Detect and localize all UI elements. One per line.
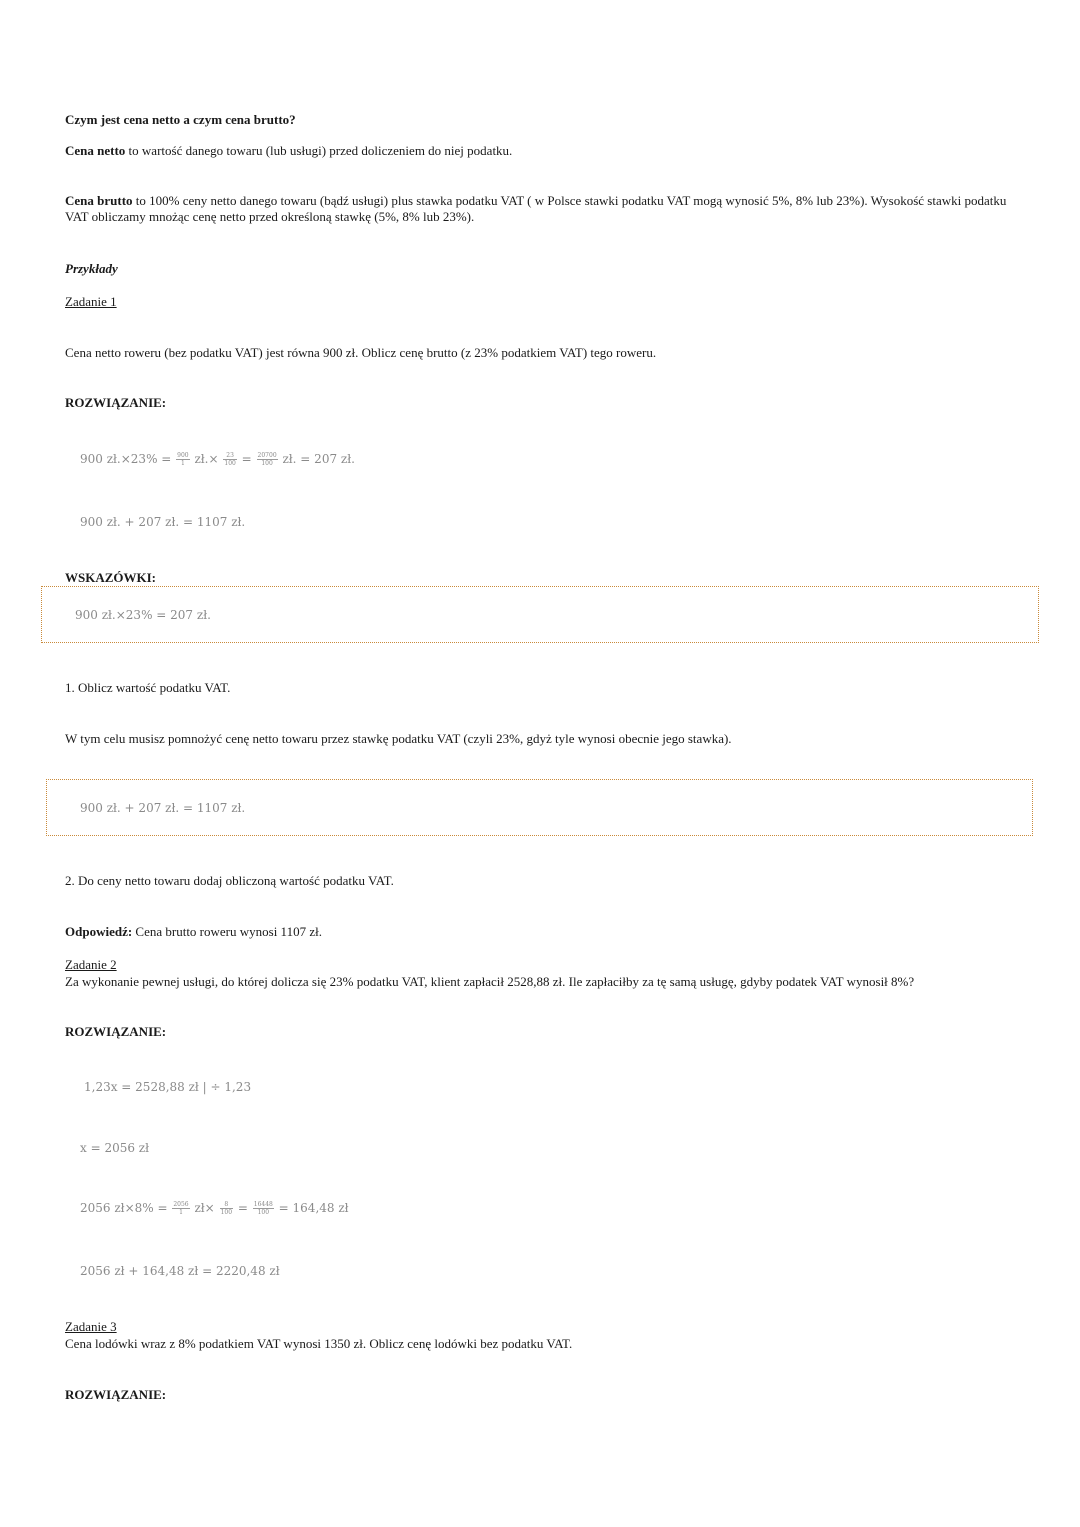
task1-step1-desc: W tym celu musisz pomnożyć cenę netto towaru przez stawkę podatku VAT (czyli 23%, gdyż tyle wynosi obecnie jego stawka).	[65, 731, 732, 746]
task1-step1: 1. Oblicz wartość podatku VAT.	[65, 680, 231, 695]
brutto-text: to 100% ceny netto danego towaru (bądź usługi) plus stawka podatku VAT ( w Polsce stawki podatku VAT mogą wynosić 5%, 8% lub 23%). Wysokość stawki podatku VAT obliczamy mnożąc cenę netto przed określoną stawkę (5%, 8% lub 23%).	[65, 193, 1007, 224]
hint1-math: 900 zł.×23% = 207 zł.	[75, 608, 211, 622]
hint2-math: 900 zł. + 207 zł. = 1107 zł.	[80, 801, 246, 815]
task2-math-equation: 1,23x = 2528,88 zł | ÷ 1,23	[84, 1080, 252, 1094]
math-part: 900 zł.×23% =	[80, 452, 172, 466]
task2-math-vat	[80, 1200, 349, 1216]
task3-solution-label: ROZWIĄZANIE:	[65, 1387, 167, 1402]
task1-step2: 2. Do ceny netto towaru dodaj obliczoną wartość podatku VAT.	[65, 873, 394, 888]
brutto-term: Cena brutto	[65, 193, 133, 208]
math-part: = 164,48 zł	[278, 1201, 349, 1215]
task1-math-vat	[80, 451, 355, 467]
hint-box-1	[41, 586, 1039, 643]
fraction: $\frac{900}{1}$	[177, 452, 189, 467]
task1-text: Cena netto roweru (bez podatku VAT) jest równa 900 zł. Oblicz cenę brutto (z 23% podatkiem VAT) tego roweru.	[65, 345, 657, 360]
netto-term: Cena netto	[65, 143, 126, 158]
task1-title: Zadanie 1	[65, 294, 117, 309]
math-part: =	[237, 1201, 248, 1215]
task2-math-sum: 2056 zł + 164,48 zł = 2220,48 zł	[80, 1264, 280, 1278]
fraction: $\frac{8}{100}$	[220, 1201, 233, 1216]
task3-text: Cena lodówki wraz z 8% podatkiem VAT wynosi 1350 zł. Oblicz cenę lodówki bez podatku VAT.	[65, 1336, 573, 1351]
math-part: 2056 zł×8% =	[80, 1201, 168, 1215]
task1-answer	[65, 924, 322, 940]
brutto-definition	[65, 193, 1020, 225]
math-part: zł×	[194, 1201, 215, 1215]
math-part: zł. = 207 zł.	[282, 452, 355, 466]
task2-math-x: x = 2056 zł	[80, 1141, 150, 1155]
answer-label: Odpowiedź:	[65, 924, 133, 939]
task2-solution-label: ROZWIĄZANIE:	[65, 1024, 167, 1039]
netto-text: to wartość danego towaru (lub usługi) przed doliczeniem do niej podatku.	[125, 143, 513, 158]
task1-solution-label: ROZWIĄZANIE:	[65, 395, 167, 410]
fraction: $\frac{20700}{100}$	[257, 452, 277, 467]
fraction: $\frac{16448}{100}$	[253, 1201, 273, 1216]
task1-hints-label: WSKAZÓWKI:	[65, 570, 157, 585]
task3-title: Zadanie 3	[65, 1319, 117, 1334]
task2-title: Zadanie 2	[65, 957, 117, 972]
hint-box-2	[46, 779, 1033, 836]
math-part: zł.×	[194, 452, 219, 466]
fraction: $\frac{2056}{1}$	[173, 1201, 189, 1216]
netto-definition	[65, 143, 512, 159]
examples-label: Przykłady	[65, 261, 118, 276]
page-heading: Czym jest cena netto a czym cena brutto?	[65, 112, 296, 127]
task2-text: Za wykonanie pewnej usługi, do której dolicza się 23% podatku VAT, klient zapłacił 2528,88 zł. Ile zapłaciłby za tę samą usługę, gdyby podatek VAT wynosił 8%?	[65, 974, 915, 989]
math-part: =	[241, 452, 252, 466]
fraction: $\frac{23}{100}$	[224, 452, 236, 467]
task1-math-sum: 900 zł. + 207 zł. = 1107 zł.	[80, 515, 246, 529]
answer-text: Cena brutto roweru wynosi 1107 zł.	[132, 924, 322, 939]
